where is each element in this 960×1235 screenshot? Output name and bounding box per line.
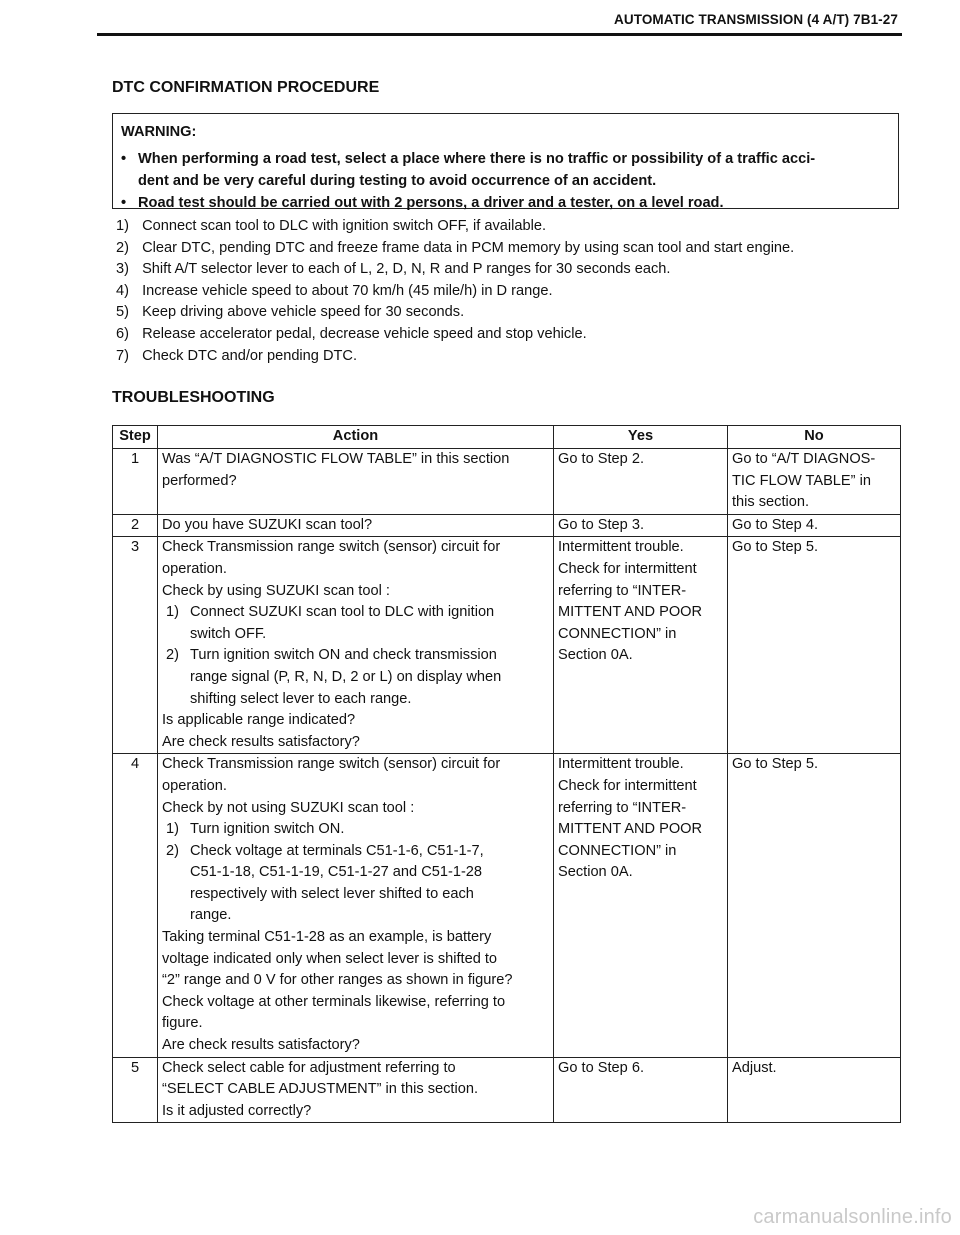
- warning-bullet-2-line1: Road test should be carried out with 2 persons, a driver and a tester, on a level road.: [138, 195, 724, 211]
- yes-cell: Go to Step 6.: [554, 1057, 728, 1123]
- list-item: 3) Shift A/T selector lever to each of L, 2, D, N, R and P ranges for 30 seconds each.: [116, 261, 671, 278]
- step-number: 2: [113, 514, 158, 537]
- list-item: 7) Check DTC and/or pending DTC.: [116, 347, 358, 364]
- no-cell: Adjust.: [728, 1057, 901, 1123]
- dtc-confirmation-heading: DTC CONFIRMATION PROCEDURE: [112, 79, 380, 96]
- bullet-icon: •: [121, 195, 127, 211]
- list-item: 2) Clear DTC, pending DTC and freeze frame data in PCM memory by using scan tool and start engine.: [116, 239, 795, 256]
- step-number: 3: [113, 537, 158, 754]
- list-item: 6) Release accelerator pedal, decrease vehicle speed and stop vehicle.: [116, 325, 587, 342]
- yes-cell: Intermittent trouble. Check for intermittent referring to “INTER- MITTENT AND POOR CONNECTION” in Section 0A.: [554, 537, 728, 754]
- warning-bullet-1: [121, 148, 898, 192]
- list-item: 4) Increase vehicle speed to about 70 km/h (45 mile/h) in D range.: [116, 282, 553, 299]
- warning-bullet-2: [121, 192, 898, 214]
- dtc-confirmation-steps: [116, 216, 794, 367]
- list-item: 5) Keep driving above vehicle speed for 30 seconds.: [116, 304, 465, 321]
- yes-cell: Go to Step 3.: [554, 514, 728, 537]
- table-row: [113, 1057, 901, 1123]
- action-cell: Check Transmission range switch (sensor) circuit for operation. Check by not using SUZUKI scan tool : 1) Turn ignition switch ON. 2) Check voltage at terminals C51-1-6, C51-1-7, C51-1-18, C51-1-19, C51-1-27 and C51-1-28 respectively with select lever shifted to each range. Taking terminal C51-1-28 as an example, is battery voltage indicated only when select lever is shifted to “2” range and 0 V for other ranges as shown in figure? Check voltage at other terminals likewise, referring to figure. Are check results satisfactory?: [158, 754, 554, 1057]
- table-row: [113, 754, 901, 1057]
- yes-cell: Go to Step 2.: [554, 449, 728, 515]
- troubleshooting-table: [112, 425, 901, 1123]
- action-cell: Was “A/T DIAGNOSTIC FLOW TABLE” in this section performed?: [158, 449, 554, 515]
- bullet-icon: •: [121, 151, 127, 167]
- yes-cell: Intermittent trouble. Check for intermittent referring to “INTER- MITTENT AND POOR CONNECTION” in Section 0A.: [554, 754, 728, 1057]
- action-cell: Check select cable for adjustment referring to “SELECT CABLE ADJUSTMENT” in this section. Is it adjusted correctly?: [158, 1057, 554, 1123]
- no-cell: Go to “A/T DIAGNOS- TIC FLOW TABLE” in this section.: [728, 449, 901, 515]
- warning-bullet-1-line2: dent and be very careful during testing to avoid occurrence of an accident.: [138, 173, 657, 189]
- no-cell: Go to Step 5.: [728, 754, 901, 1057]
- table-row: [113, 537, 901, 754]
- no-cell: Go to Step 4.: [728, 514, 901, 537]
- table-row: [113, 449, 901, 515]
- step-number: 5: [113, 1057, 158, 1123]
- no-cell: Go to Step 5.: [728, 537, 901, 754]
- watermark-text: carmanualsonline.info: [753, 1206, 952, 1228]
- sub-step: 2) Check voltage at terminals C51-1-6, C51-1-7,: [166, 842, 484, 859]
- warning-bullet-1-line1: When performing a road test, select a place where there is no traffic or possibility of a traffic acci-: [138, 151, 816, 167]
- table-row: [113, 514, 901, 537]
- column-header-yes: Yes: [554, 426, 728, 449]
- list-item: 1) Connect scan tool to DLC with ignition switch OFF, if available.: [116, 218, 547, 234]
- step-number: 4: [113, 754, 158, 1057]
- page-header-title: AUTOMATIC TRANSMISSION (4 A/T) 7B1-27: [614, 12, 898, 27]
- action-cell: Check Transmission range switch (sensor) circuit for operation. Check by using SUZUKI scan tool : 1) Connect SUZUKI scan tool to DLC with ignition switch OFF. 2) Turn ignition switch ON and check transmission range signal (P, R, N, D, 2 or L) on display when shifting select lever to each range. Is applicable range indicated? Are check results satisfactory?: [158, 537, 554, 754]
- column-header-no: No: [728, 426, 901, 449]
- troubleshooting-heading: TROUBLESHOOTING: [112, 389, 275, 406]
- column-header-action: Action: [158, 426, 554, 449]
- sub-step: 2) Turn ignition switch ON and check transmission: [166, 647, 497, 664]
- column-header-step: Step: [113, 426, 158, 449]
- action-cell: Do you have SUZUKI scan tool?: [158, 514, 554, 537]
- header-rule: [97, 33, 902, 36]
- sub-step: 1) Turn ignition switch ON.: [166, 821, 345, 838]
- step-number: 1: [113, 449, 158, 515]
- warning-box: [112, 113, 899, 209]
- table-header-row: [113, 426, 901, 449]
- warning-title: WARNING:: [121, 124, 197, 140]
- sub-step: 1) Connect SUZUKI scan tool to DLC with ignition: [166, 604, 495, 621]
